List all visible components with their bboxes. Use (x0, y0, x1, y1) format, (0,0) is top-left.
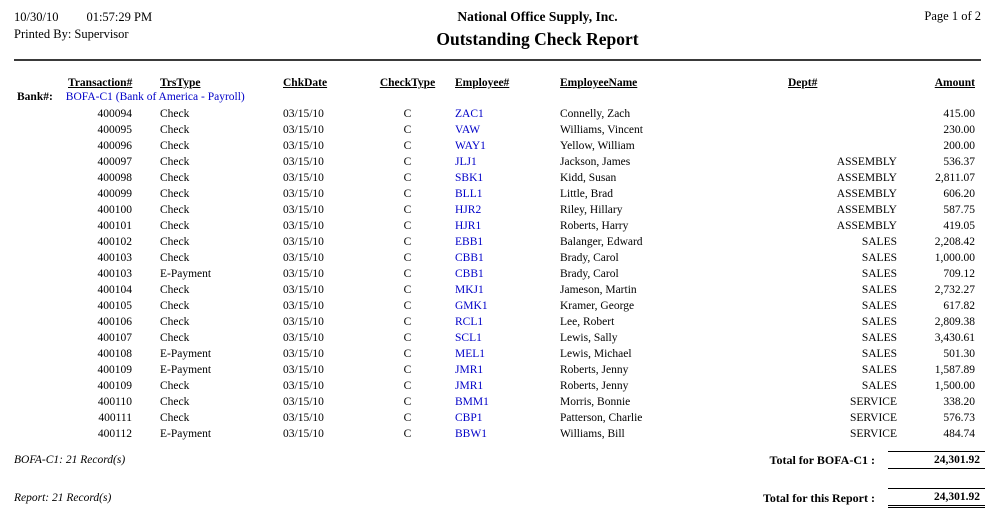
table-row (0, 394, 995, 410)
transaction-number: 400103 (97, 252, 132, 264)
check-date: 03/15/10 (283, 268, 324, 280)
check-type: C (403, 284, 412, 296)
check-type: C (403, 252, 412, 264)
employee-number-link[interactable]: RCL1 (455, 316, 484, 328)
employee-number-link[interactable]: MKJ1 (455, 284, 484, 296)
transaction-type: Check (160, 412, 190, 424)
employee-name: Williams, Bill (560, 428, 625, 440)
check-date: 03/15/10 (283, 188, 324, 200)
amount: 617.82 (943, 300, 975, 312)
transaction-type: E-Payment (160, 268, 212, 280)
check-type: C (403, 380, 412, 392)
printed-by: Printed By: Supervisor (14, 27, 129, 41)
employee-number-link[interactable]: HJR1 (455, 220, 482, 232)
employee-number-link[interactable]: VAW (455, 124, 481, 136)
transaction-type: Check (160, 124, 190, 136)
employee-number-link[interactable]: MEL1 (455, 348, 486, 360)
table-row (0, 106, 995, 122)
employee-name: Roberts, Jenny (560, 380, 629, 392)
table-row (0, 122, 995, 138)
employee-number-link[interactable]: HJR2 (455, 204, 482, 216)
employee-name: Lewis, Michael (560, 348, 632, 360)
table-row (0, 218, 995, 234)
transaction-number: 400098 (97, 172, 132, 184)
table-row (0, 378, 995, 394)
amount: 501.30 (943, 348, 975, 360)
amount: 419.05 (943, 220, 975, 232)
check-type: C (403, 220, 412, 232)
report-totals-row (0, 488, 995, 508)
table-row (0, 410, 995, 426)
report-total-value: 24,301.92 (888, 488, 985, 508)
amount: 606.20 (943, 188, 975, 200)
department: SALES (861, 284, 897, 296)
department: SALES (861, 364, 897, 376)
employee-name: Brady, Carol (560, 252, 619, 264)
transaction-type: E-Payment (160, 428, 212, 440)
amount: 415.00 (943, 108, 975, 120)
check-type: C (403, 236, 412, 248)
table-row (0, 170, 995, 186)
employee-name: Lee, Robert (560, 316, 615, 328)
transaction-type: Check (160, 396, 190, 408)
check-date: 03/15/10 (283, 380, 324, 392)
table-row (0, 346, 995, 362)
print-time: 01:57:29 PM (86, 10, 153, 24)
employee-number-link[interactable]: CBB1 (455, 268, 484, 280)
amount: 1,500.00 (934, 380, 975, 392)
table-row (0, 186, 995, 202)
employee-number-link[interactable]: CBB1 (455, 252, 484, 264)
table-row (0, 314, 995, 330)
department: ASSEMBLY (836, 188, 897, 200)
department: SALES (861, 252, 897, 264)
transaction-number: 400099 (97, 188, 132, 200)
check-type: C (403, 204, 412, 216)
transaction-type: Check (160, 204, 190, 216)
check-date: 03/15/10 (283, 220, 324, 232)
check-date: 03/15/10 (283, 364, 324, 376)
employee-name: Balanger, Edward (560, 236, 643, 248)
amount: 200.00 (943, 140, 975, 152)
table-row (0, 138, 995, 154)
transaction-number: 400094 (97, 108, 132, 120)
check-type: C (403, 332, 412, 344)
check-type: C (403, 140, 412, 152)
check-date: 03/15/10 (283, 412, 324, 424)
employee-number-link[interactable]: GMK1 (455, 300, 488, 312)
report-table-body (0, 89, 995, 442)
transaction-number: 400097 (97, 156, 132, 168)
page-header (0, 0, 995, 50)
check-date: 03/15/10 (283, 332, 324, 344)
employee-name: Morris, Bonnie (560, 396, 631, 408)
employee-name: Jameson, Martin (560, 284, 637, 296)
check-date: 03/15/10 (283, 300, 324, 312)
employee-number-link[interactable]: WAY1 (455, 140, 486, 152)
transaction-number: 400102 (97, 236, 132, 248)
check-type: C (403, 348, 412, 360)
department: ASSEMBLY (836, 204, 897, 216)
transaction-type: Check (160, 252, 190, 264)
table-row (0, 154, 995, 170)
transaction-number: 400095 (97, 124, 132, 136)
transaction-type: Check (160, 300, 190, 312)
transaction-type: Check (160, 172, 190, 184)
department: SALES (861, 316, 897, 328)
check-date: 03/15/10 (283, 252, 324, 264)
transaction-type: Check (160, 380, 190, 392)
header-center (314, 9, 761, 50)
check-type: C (403, 364, 412, 376)
employee-name: Connelly, Zach (560, 108, 631, 120)
bank-record-count: BOFA-C1: 21 Record(s) (14, 454, 126, 466)
transaction-type: Check (160, 188, 190, 200)
transaction-number: 400104 (97, 284, 132, 296)
check-date: 03/15/10 (283, 396, 324, 408)
employee-name: Lewis, Sally (560, 332, 618, 344)
report-record-count: Report: 21 Record(s) (14, 492, 112, 504)
column-header-checktype: CheckType (379, 77, 436, 89)
employee-number-link[interactable]: JLJ1 (455, 156, 477, 168)
print-info (14, 9, 314, 43)
check-date: 03/15/10 (283, 204, 324, 216)
employee-number-link[interactable]: ZAC1 (455, 108, 484, 120)
column-header-dept: Dept# (788, 77, 818, 89)
amount: 2,208.42 (934, 236, 975, 248)
bank-totals-row (0, 451, 995, 469)
department: SALES (861, 268, 897, 280)
employee-name: Yellow, William (560, 140, 635, 152)
table-row (0, 234, 995, 250)
department: SALES (861, 300, 897, 312)
amount: 709.12 (943, 268, 975, 280)
transaction-type: Check (160, 220, 190, 232)
transaction-number: 400106 (97, 316, 132, 328)
transaction-number: 400110 (97, 396, 132, 408)
employee-name: Williams, Vincent (560, 124, 643, 136)
employee-number-link[interactable]: CBP1 (455, 412, 483, 424)
transaction-number: 400105 (97, 300, 132, 312)
transaction-type: Check (160, 284, 190, 296)
check-type: C (403, 108, 412, 120)
department: SALES (861, 332, 897, 344)
employee-name: Riley, Hillary (560, 204, 623, 216)
department: SALES (861, 348, 897, 360)
employee-number-link[interactable]: SBK1 (455, 172, 484, 184)
transaction-type: Check (160, 236, 190, 248)
column-header-trstype: TrsType (160, 77, 201, 89)
employee-number-link[interactable]: BBW1 (455, 428, 487, 440)
check-type: C (403, 124, 412, 136)
bank-total-label: Total for BOFA-C1 : (769, 452, 875, 467)
report-title: Outstanding Check Report (436, 29, 639, 49)
employee-name: Patterson, Charlie (560, 412, 643, 424)
report-total (763, 488, 985, 508)
check-date: 03/15/10 (283, 316, 324, 328)
transaction-number: 400108 (97, 348, 132, 360)
amount: 576.73 (943, 412, 975, 424)
column-header-chkdate: ChkDate (283, 77, 328, 89)
check-report-table (0, 69, 995, 442)
column-header-transaction: Transaction# (68, 77, 133, 89)
check-date: 03/15/10 (283, 124, 324, 136)
table-row (0, 330, 995, 346)
check-type: C (403, 316, 412, 328)
transaction-number: 400112 (97, 428, 132, 440)
employee-number-link[interactable]: JMR1 (455, 380, 484, 392)
bank-total-value: 24,301.92 (888, 451, 985, 469)
transaction-number: 400107 (97, 332, 132, 344)
column-header-employee-name: EmployeeName (560, 77, 638, 89)
department: SALES (861, 236, 897, 248)
check-type: C (403, 268, 412, 280)
check-date: 03/15/10 (283, 284, 324, 296)
check-date: 03/15/10 (283, 428, 324, 440)
employee-number-link[interactable]: JMR1 (455, 364, 484, 376)
amount: 2,809.38 (934, 316, 975, 328)
transaction-number: 400111 (98, 412, 132, 424)
check-type: C (403, 300, 412, 312)
column-header-amount: Amount (934, 77, 975, 89)
header-rule (14, 59, 981, 61)
check-type: C (403, 396, 412, 408)
transaction-type: E-Payment (160, 364, 212, 376)
amount: 587.75 (943, 204, 975, 216)
transaction-number: 400109 (97, 380, 132, 392)
employee-name: Brady, Carol (560, 268, 619, 280)
bank-total (770, 451, 985, 469)
amount: 230.00 (943, 124, 975, 136)
employee-name: Roberts, Harry (560, 220, 629, 232)
company-name: National Office Supply, Inc. (457, 9, 618, 24)
transaction-number: 400103 (97, 268, 132, 280)
amount: 1,000.00 (934, 252, 975, 264)
table-row (0, 202, 995, 218)
amount: 536.37 (943, 156, 975, 168)
amount: 3,430.61 (934, 332, 975, 344)
transaction-type: Check (160, 316, 190, 328)
amount: 1,587.89 (934, 364, 975, 376)
department (760, 122, 900, 138)
table-row (0, 362, 995, 378)
table-row (0, 282, 995, 298)
check-date: 03/15/10 (283, 348, 324, 360)
check-date: 03/15/10 (283, 156, 324, 168)
amount: 2,732.27 (934, 284, 975, 296)
table-row (0, 250, 995, 266)
check-date: 03/15/10 (283, 236, 324, 248)
check-date: 03/15/10 (283, 140, 324, 152)
check-type: C (403, 156, 412, 168)
amount: 338.20 (943, 396, 975, 408)
transaction-type: Check (160, 332, 190, 344)
table-row (0, 426, 995, 442)
transaction-number: 400100 (97, 204, 132, 216)
page-number: Page 1 of 2 (924, 9, 981, 23)
transaction-type: Check (160, 156, 190, 168)
employee-number-link[interactable]: SCL1 (455, 332, 482, 344)
transaction-number: 400109 (97, 364, 132, 376)
department: SERVICE (850, 396, 897, 408)
employee-number-link[interactable]: BMM1 (455, 396, 489, 408)
department (760, 138, 900, 154)
column-header-employee-num: Employee# (455, 77, 510, 89)
department: SERVICE (850, 428, 897, 440)
column-header-row (0, 69, 995, 89)
check-type: C (403, 172, 412, 184)
check-date: 03/15/10 (283, 172, 324, 184)
amount: 484.74 (943, 428, 975, 440)
transaction-type: Check (160, 108, 190, 120)
employee-name: Roberts, Jenny (560, 364, 629, 376)
bank-account-link[interactable]: BOFA-C1 (Bank of America - Payroll) (65, 91, 245, 103)
department: ASSEMBLY (836, 220, 897, 232)
employee-name: Jackson, James (560, 156, 631, 168)
report-total-label: Total for this Report : (763, 490, 875, 505)
transaction-number: 400096 (97, 140, 132, 152)
print-date: 10/30/10 (14, 10, 59, 24)
department: ASSEMBLY (836, 156, 897, 168)
check-type: C (403, 188, 412, 200)
department: SALES (861, 380, 897, 392)
table-row (0, 266, 995, 282)
department (760, 106, 900, 122)
transaction-number: 400101 (97, 220, 132, 232)
check-date: 03/15/10 (283, 108, 324, 120)
transaction-type: E-Payment (160, 348, 212, 360)
transaction-type: Check (160, 140, 190, 152)
department: ASSEMBLY (836, 172, 897, 184)
table-row (0, 298, 995, 314)
bank-number-label: Bank#: (17, 91, 53, 103)
employee-name: Little, Brad (560, 188, 614, 200)
amount: 2,811.07 (935, 172, 975, 184)
department: SERVICE (850, 412, 897, 424)
print-date-line (14, 9, 314, 26)
bank-group-row (0, 89, 995, 106)
check-type: C (403, 428, 412, 440)
employee-number-link[interactable]: EBB1 (455, 236, 484, 248)
employee-name: Kramer, George (560, 300, 635, 312)
employee-number-link[interactable]: BLL1 (455, 188, 483, 200)
check-type: C (403, 412, 412, 424)
employee-name: Kidd, Susan (560, 172, 617, 184)
